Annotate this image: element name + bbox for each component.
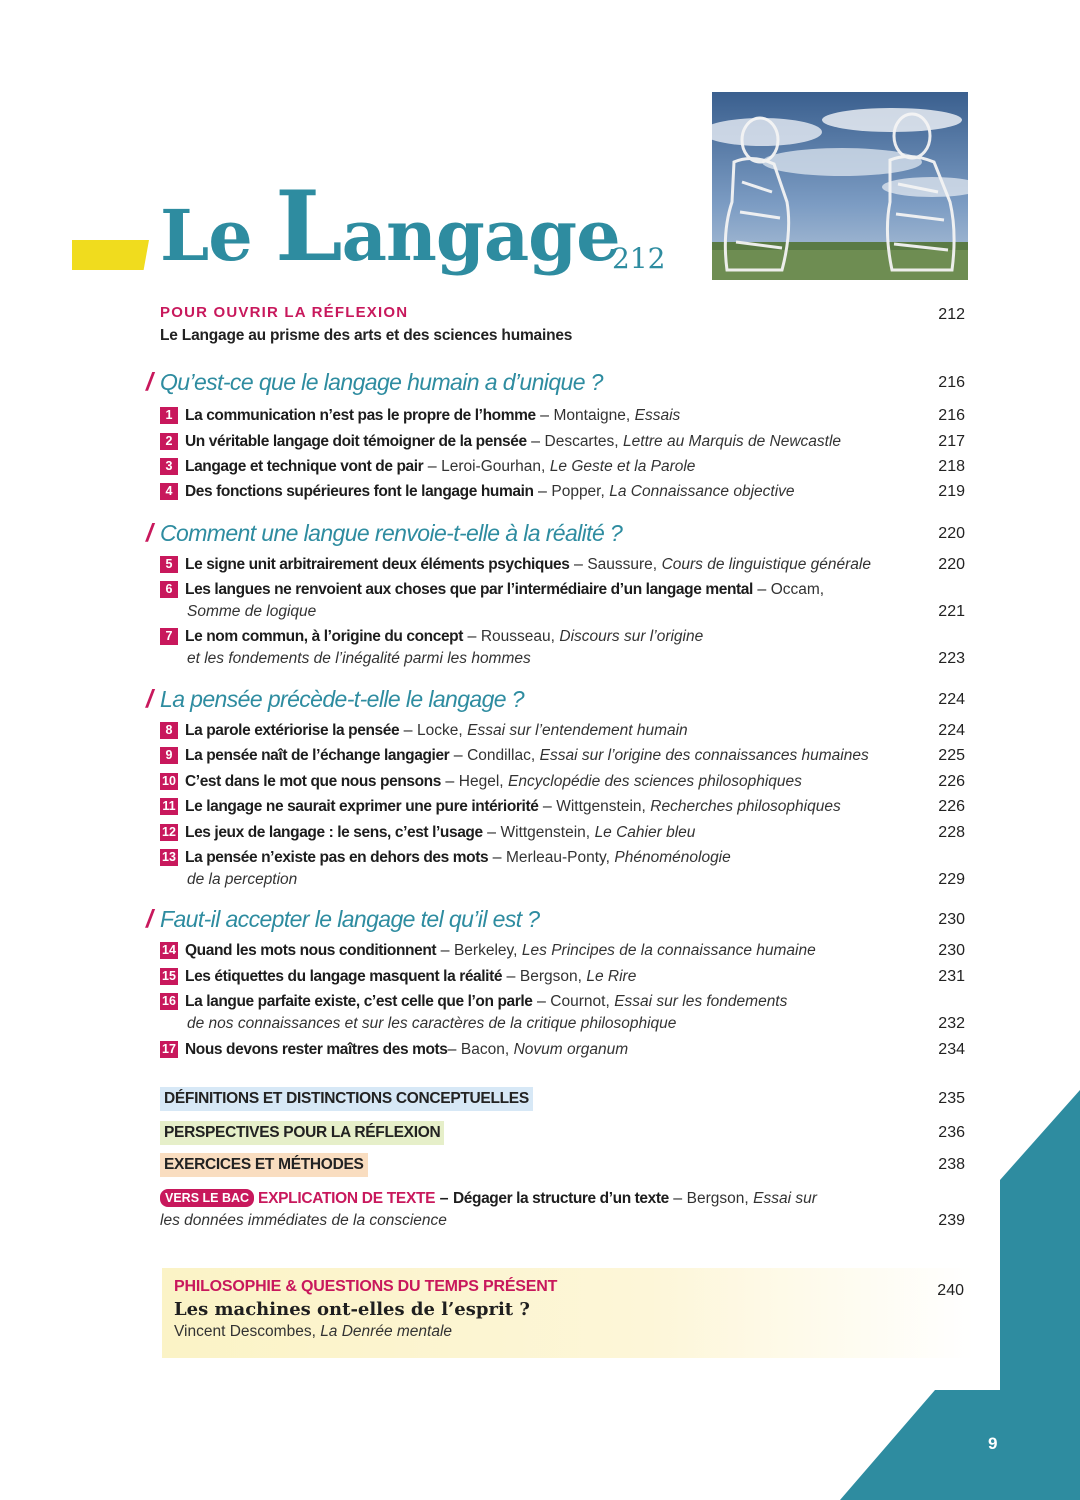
toc-entry: 6 Les langues ne renvoient aux choses que par l’intermédiaire d’un langage mental – Occam, Somme de logique 221 [160,579,965,623]
toc-entry: 1 La communication n’est pas le propre de l’homme – Montaigne, Essais 216 [160,405,965,427]
tag-exercices: EXERCICES ET MÉTHODES [160,1153,368,1177]
slash-marker: / [146,685,153,713]
toc-entry: 8 La parole extériorise la pensée – Locke, Essai sur l’entendement humain 224 [160,720,965,742]
chapter-title: Le Langage [160,170,620,283]
tag-page: 238 [938,1156,965,1173]
section-question: / Qu’est-ce que le langage humain a d’unique ? 216 [146,368,965,396]
page-number: 9 [988,1434,998,1453]
toc-entry: 17 Nous devons rester maîtres des mots– Bacon, Novum organum 234 [160,1039,965,1061]
title-accent-bar [72,240,149,270]
intro-subtitle: Le Langage au prisme des arts et des sciences humaines [160,327,573,344]
present-box [162,1268,974,1358]
bac-badge: VERS LE BAC [160,1189,254,1207]
slash-marker: / [146,519,153,547]
toc-entry: 9 La pensée naît de l’échange langagier – Condillac, Essai sur l’origine des connaissances humaines 225 [160,745,965,767]
tag-definitions: DÉFINITIONS ET DISTINCTIONS CONCEPTUELLES [160,1087,533,1111]
tag-page: 236 [938,1124,965,1141]
section-question: / Comment une langue renvoie-t-elle à la réalité ? 220 [146,519,965,547]
sculptures-of-letters-photo [712,92,968,280]
intro-block [160,304,965,345]
toc-entry: 12 Les jeux de langage : le sens, c’est l’usage – Wittgenstein, Le Cahier bleu 228 [160,822,965,844]
toc-entry: 16 La langue parfaite existe, c’est celle que l’on parle – Cournot, Essai sur les fondements de nos connaissances et sur les caractères de la critique philosophique 232 [160,991,965,1035]
toc-entry: 15 Les étiquettes du langage masquent la réalité – Bergson, Le Rire 231 [160,966,965,988]
toc-entry: 13 La pensée n’existe pas en dehors des mots – Merleau-Ponty, Phénoménologie de la perception 229 [160,847,965,891]
slash-marker: / [146,905,153,933]
toc-entry: 7 Le nom commun, à l’origine du concept – Rousseau, Discours sur l’origine et les fondements de l’inégalité parmi les hommes 223 [160,626,965,670]
present-title: Les machines ont-elles de l’esprit ? [174,1299,530,1320]
section-question: / Faut-il accepter le langage tel qu’il est ? 230 [146,905,965,933]
toc-entry: 5 Le signe unit arbitrairement deux éléments psychiques – Saussure, Cours de linguistique générale 220 [160,554,965,576]
toc-entry: 10 C’est dans le mot que nous pensons – Hegel, Encyclopédie des sciences philosophiques 226 [160,771,965,793]
toc-entry: 14 Quand les mots nous conditionnent – Berkeley, Les Principes de la connaissance humaine 230 [160,940,965,962]
tag-perspectives: PERSPECTIVES POUR LA RÉFLEXION [160,1121,444,1145]
section-question: / La pensée précède-t-elle le langage ? 224 [146,685,965,713]
bac-entry: VERS LE BAC EXPLICATION DE TEXTE – Dégager la structure d’un texte – Bergson, Essai sur les données immédiates de la conscience 239 [160,1190,965,1229]
present-page: 240 [937,1282,964,1299]
toc-entry: 3 Langage et technique vont de pair – Leroi-Gourhan, Le Geste et la Parole 218 [160,456,965,478]
toc-entry: 11 Le langage ne saurait exprimer une pure intériorité – Wittgenstein, Recherches philosophiques 226 [160,796,965,818]
tag-page: 235 [938,1090,965,1107]
toc-entry: 4 Des fonctions supérieures font le langage humain – Popper, La Connaissance objective 219 [160,481,965,503]
toc-entry: 2 Un véritable langage doit témoigner de la pensée – Descartes, Lettre au Marquis de Newcastle 217 [160,431,965,453]
intro-page: 212 [938,306,965,323]
present-kicker: PHILOSOPHIE & QUESTIONS DU TEMPS PRÉSENT [174,1278,558,1295]
intro-kicker: POUR OUVRIR LA RÉFLEXION [160,304,409,321]
chapter-title-page: 212 [612,242,666,275]
slash-marker: / [146,368,153,396]
present-reference: Vincent Descombes, La Denrée mentale [174,1323,453,1340]
